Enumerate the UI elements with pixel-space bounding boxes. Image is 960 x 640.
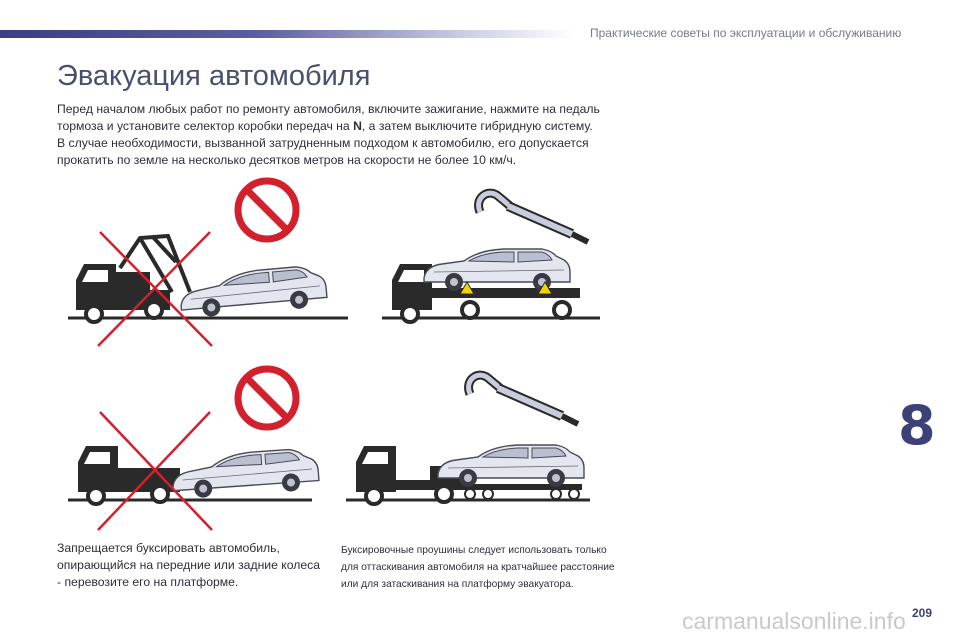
tow-truck-cab <box>356 446 396 504</box>
tow-truck-cab <box>76 264 116 322</box>
scene-wheel-lift-forbidden <box>68 181 348 346</box>
towing-eye-icon <box>479 193 588 242</box>
car-towed <box>179 264 328 319</box>
tow-truck-body <box>118 468 180 492</box>
car-on-platform <box>424 249 570 291</box>
prohibition-sign-icon <box>238 369 296 427</box>
scene-rear-lift-forbidden <box>68 369 320 530</box>
scene-dolly-allowed <box>346 375 590 504</box>
caption-forbidden: Запрещается буксировать автомобиль, опирающийся на передние или задние колеса - перевозите его на платформе. <box>57 541 321 589</box>
prohibition-sign-icon <box>238 181 296 239</box>
page-title: Эвакуация автомобиля <box>57 60 371 92</box>
caption-towing-eye: Буксировочные проушины следует использовать только для оттаскивания автомобиля на кратчайшее расстояние или для затаскивания на платформу эвакуатора. <box>341 545 615 590</box>
towing-eye-icon <box>469 375 578 424</box>
intro-part1: Перед началом любых работ по ремонту автомобиля, включите зажигание, нажмите на педаль тормоза и установите селектор коробки передач на <box>57 102 600 133</box>
tow-truck-cab <box>78 446 118 504</box>
chapter-number: 8 <box>898 394 936 457</box>
car-towed <box>171 448 320 500</box>
intro-part2: , а затем выключите гибридную систему. <box>361 119 593 133</box>
intro-part3: В случае необходимости, вызванной затрудненным подходом к автомобилю, его допускается прокатить по земле на несколько десятков метров на скорости не более 10 км/ч. <box>57 136 589 167</box>
car-on-dolly <box>438 445 584 487</box>
scene-flatbed-allowed <box>382 193 600 322</box>
gear-n: N <box>353 119 362 133</box>
section-title: Практические советы по эксплуатации и обслуживанию <box>590 26 902 40</box>
watermark: carmanualsonline.info <box>682 608 906 634</box>
page-number: 209 <box>912 606 933 620</box>
